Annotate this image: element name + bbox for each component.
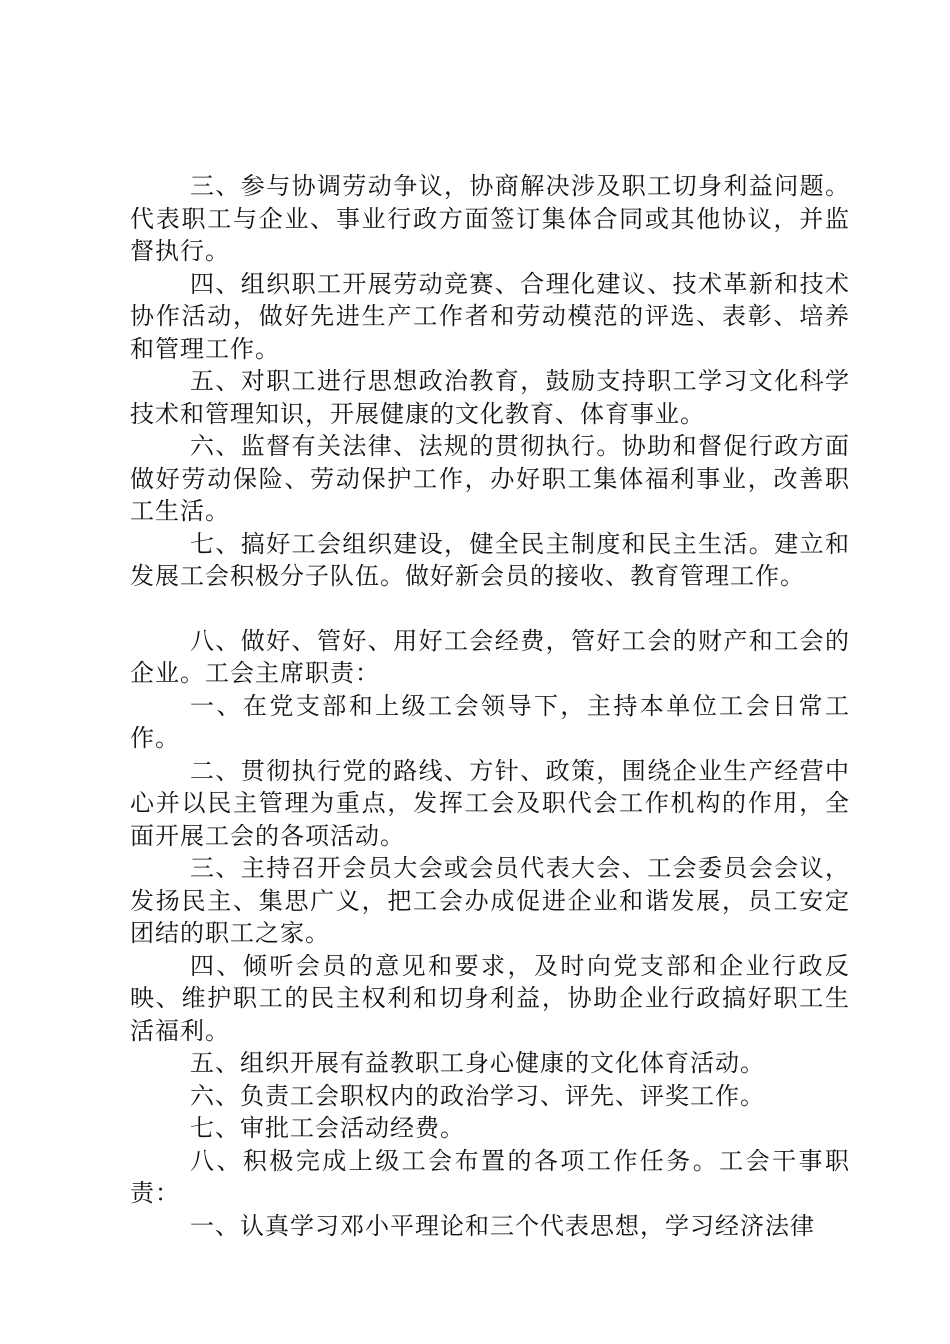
- paragraph: 五、组织开展有益教职工身心健康的文化体育活动。: [190, 1049, 765, 1077]
- paragraph: 七、审批工会活动经费。: [190, 1114, 465, 1142]
- paragraph: 八、做好、管好、用好工会经费，管好工会的财产和工会的企业。工会主席职责：: [130, 626, 850, 687]
- paragraph: 四、组织职工开展劳动竞赛、合理化建议、技术革新和技术协作活动，做好先进生产工作者和劳动模范的评选、表彰、培养和管理工作。: [130, 269, 850, 363]
- paragraph: 一、在党支部和上级工会领导下，主持本单位工会日常工作。: [130, 691, 850, 752]
- paragraph: 六、监督有关法律、法规的贯彻执行。协助和督促行政方面做好劳动保险、劳动保护工作，办好职工集体福利事业，改善职工生活。: [130, 432, 850, 525]
- paragraph: 六、负责工会职权内的政治学习、评先、评奖工作。: [190, 1081, 765, 1110]
- paragraph: 七、搞好工会组织建设，健全民主制度和民主生活。建立和发展工会积极分子队伍。做好新会员的接收、教育管理工作。: [130, 529, 850, 590]
- paragraph: 三、主持召开会员大会或会员代表大会、工会委员会会议，发扬民主、集思广义，把工会办成促进企业和谐发展，员工安定团结的职工之家。: [130, 854, 850, 947]
- paragraph: 五、对职工进行思想政治教育，鼓励支持职工学习文化科学技术和管理知识，开展健康的文化教育、体育事业。: [130, 367, 850, 428]
- paragraph: 三、参与协调劳动争议，协商解决涉及职工切身利益问题。代表职工与企业、事业行政方面签订集体合同或其他协议，并监督执行。: [130, 172, 850, 265]
- paragraph: 四、倾听会员的意见和要求，及时向党支部和企业行政反映、维护职工的民主权利和切身利益，协助企业行政搞好职工生活福利。: [130, 951, 850, 1045]
- document-body: [130, 170, 850, 1242]
- paragraph: 二、贯彻执行党的路线、方针、政策，围绕企业生产经营中心并以民主管理为重点，发挥工会及职代会工作机构的作用，全面开展工会的各项活动。: [130, 756, 850, 850]
- paragraph: 一、认真学习邓小平理论和三个代表思想，学习经济法律: [190, 1211, 815, 1240]
- paragraph: 八、积极完成上级工会布置的各项工作任务。工会干事职责：: [130, 1146, 850, 1207]
